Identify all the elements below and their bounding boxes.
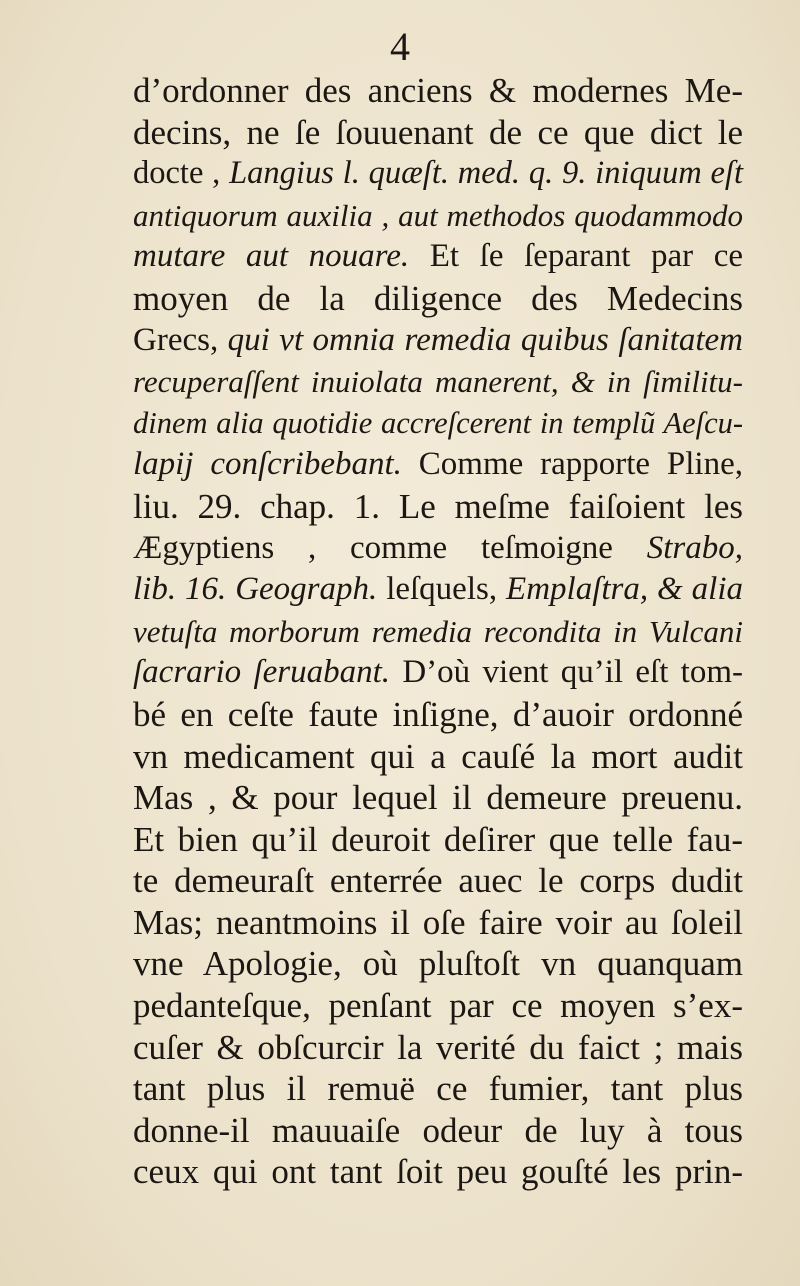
text-line-22: vne Apologie, où pluſtoſt vn quanquam bbox=[133, 944, 743, 984]
text-line-11: liu. 29. chap. 1. Le meſme faiſoient les bbox=[133, 486, 743, 526]
text-line-18: Mas , & pour lequel il demeure preuenu. bbox=[133, 778, 743, 818]
text-segment-roman: Et ſe ſeparant par ce bbox=[429, 238, 743, 275]
page-number: 4 bbox=[390, 24, 410, 69]
text-line-25: tant plus il remuë ce fumier, tant plus bbox=[133, 1069, 743, 1109]
text-segment-roman: leſquels, bbox=[386, 571, 507, 608]
text-line-1: d’ordonner des anciens & modernes Me- bbox=[133, 71, 743, 110]
text-segment-italic: Strabo, bbox=[646, 529, 743, 566]
text-line-17: vn medicament qui a cauſé la mort audit bbox=[133, 736, 743, 776]
text-segment-roman: Grecs, bbox=[133, 321, 228, 358]
text-line-15 bbox=[133, 652, 743, 694]
text-line-3 bbox=[133, 153, 743, 195]
text-segment-roman: D’où vient qu’il eſt tom- bbox=[402, 654, 743, 691]
text-line-16: bé en ceſte faute inſigne, d’auoir ordonné bbox=[133, 694, 743, 734]
text-line-14: vetuſta morborum remedia recondita in Vulcani bbox=[133, 613, 743, 649]
body-text bbox=[133, 70, 743, 1193]
text-segment-roman: Comme rapporte Pline, bbox=[418, 446, 743, 483]
text-segment-italic: qui vt omnia remedia quibus ſanitatem bbox=[227, 321, 743, 358]
text-line-12 bbox=[133, 528, 743, 570]
text-line-4: antiquorum auxilia , aut methodos quodammodo bbox=[133, 197, 743, 233]
text-segment-italic: Emplaſtra, & alia bbox=[506, 571, 743, 608]
text-segment-roman: Ægyptiens , comme teſmoigne bbox=[133, 529, 647, 566]
text-line-23: pedanteſque, penſant par ce moyen s’ex- bbox=[133, 986, 743, 1026]
text-line-19: Et bien qu’il deuroit deſirer que telle fau- bbox=[133, 819, 743, 859]
text-segment-italic: lib. 16. Geograph. bbox=[133, 571, 387, 608]
text-line-2: decins, ne ſe ſouuenant de ce que dict le bbox=[133, 112, 743, 152]
text-segment-roman: docte , bbox=[133, 155, 230, 192]
text-line-8: recuperaſſent inuiolata manerent, & in ſimilitu- bbox=[133, 364, 743, 400]
text-line-13 bbox=[133, 569, 743, 611]
text-line-5 bbox=[133, 236, 743, 278]
text-segment-italic: ſacrario ſeruabant. bbox=[133, 654, 403, 691]
text-line-27: ceux qui ont tant ſoit peu gouſté les prin- bbox=[133, 1152, 743, 1192]
text-line-20: te demeuraſt enterrée auec le corps dudit bbox=[133, 861, 743, 901]
text-line-21: Mas; neantmoins il oſe faire voir au ſoleil bbox=[133, 902, 743, 942]
text-line-9: dinem alia quotidie accreſcerent in templũ Aeſcu- bbox=[133, 405, 743, 440]
text-line-26: donne-il mauuaiſe odeur de luy à tous bbox=[133, 1110, 743, 1150]
text-line-10 bbox=[133, 444, 743, 486]
text-segment-italic: mutare aut nouare. bbox=[133, 238, 430, 275]
text-segment-italic: Langius l. quæſt. med. q. 9. iniquum eſt bbox=[229, 155, 743, 192]
text-line-7 bbox=[133, 320, 743, 362]
text-line-24: cuſer & obſcurcir la verité du faict ; mais bbox=[133, 1027, 743, 1067]
text-segment-italic: lapij conſcribebant. bbox=[133, 446, 419, 483]
text-line-6: moyen de la diligence des Medecins bbox=[133, 278, 743, 318]
